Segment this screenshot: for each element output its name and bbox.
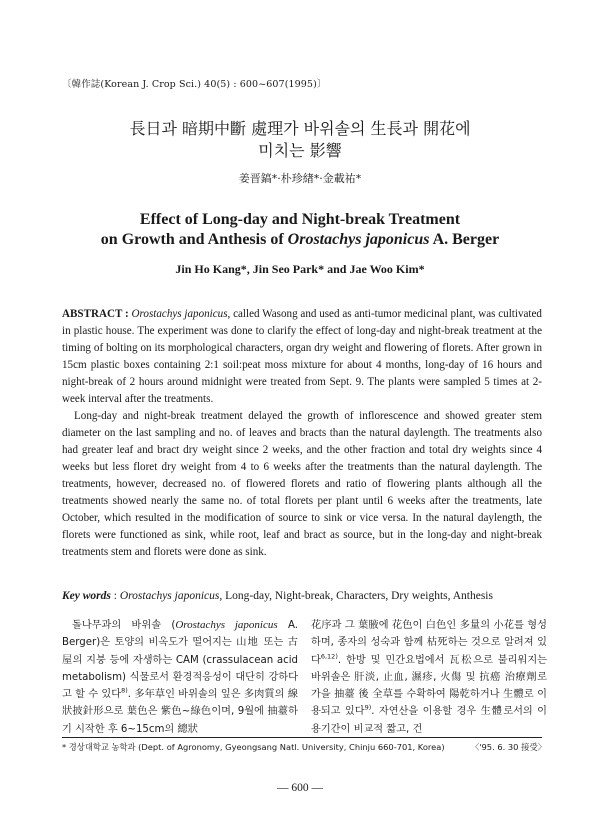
- english-title-prefix: on Growth and Anthesis of: [100, 231, 288, 248]
- english-title-line2: [0, 230, 600, 250]
- body-left-c: . 多年草인 바위솔의 잎은 多肉質의 線狀披針形으로 葉色은 紫色~綠色이며, 9월에 抽薹하기 시작한 후 6~15cm의 總狀: [62, 689, 298, 735]
- abstract-paragraph-1: [62, 306, 542, 408]
- english-title-species: Orostachys japonicus: [287, 231, 430, 248]
- footnote-received-date: 〈'95. 6. 30 接受〉: [470, 742, 546, 752]
- body-right-ref: 6,12): [320, 652, 338, 661]
- footnote-affiliation: * 경상대학교 농학과 (Dept. of Agronomy, Gyeongsang Natl. University, Chinju 660-701, Korea): [62, 742, 445, 752]
- body-left-column: [62, 617, 298, 738]
- journal-reference: 〔韓作誌(Korean J. Crop Sci.) 40(5) : 600~607(1995)〕: [62, 79, 327, 90]
- body-right-b: . 한방 및 민간요법에서 瓦松으로 불리워지는 바위솔은 肝淡, 止血, 濕疹, 火傷 및 抗癌 治療劑로 가을 抽薹 後 全草를 수확하여 陽乾하거나 生體로 이용되고 있다: [311, 654, 547, 718]
- body-left-a: 돌나무과의 바위솔 (: [72, 620, 176, 631]
- page-number: — 600 —: [277, 782, 323, 794]
- keywords-list: Long-day, Night-break, Characters, Dry weights, Anthesis: [222, 590, 493, 602]
- body-left-ref: 8): [121, 686, 128, 695]
- body-right-column: [311, 617, 547, 738]
- body-right-c: . 자연산을 이용할 경우 生體로서의 이용기간이 비교적 짧고, 건: [311, 706, 547, 735]
- english-title: [0, 210, 600, 250]
- abstract-label: ABSTRACT :: [62, 308, 132, 320]
- korean-title-line1: 長日과 暗期中斷 處理가 바위솔의 生長과 開花에: [129, 119, 471, 138]
- body-right-a: 花序과 그 葉腋에 花色이 白色인 多量의 小花를 형성하며, 종자의 성숙과 함께 枯死하는 것으로 알려져 있다: [311, 620, 547, 666]
- korean-title-line2: 미치는 影響: [258, 141, 342, 160]
- keywords: [62, 590, 542, 602]
- keywords-species: Orostachys japonicus,: [119, 590, 223, 602]
- footnote: [62, 741, 546, 753]
- english-title-suffix: A. Berger: [429, 231, 500, 248]
- body-right-ref2: 9): [364, 704, 372, 713]
- abstract-paragraph-2: Long-day and night-break treatment delayed the growth of inflorescence and showed greater stem diameter on the last sampling and no. of leaves and bracts than the natural daylength. The treatments also had greater leaf and bract dry weight since 2 weeks, and the other fraction and total dry weights since 4 weeks but less floret dry weight from 4 to 6 weeks after the treatments than the natural daylength. The treatments, however, decreased no. of flowered florets and ratio of flowering plants although all the treatments showed nearly the same no. of total florets per plant until 6 weeks after the treatments, late October, which resulted in the modification of source to sink or vice versa. In the natural daylength, the florets were functioned as sink, while root, leaf and bract as source, but in the long-day and night-break treatments stem and florets were done as sink.: [62, 410, 542, 558]
- abstract-p1-text: , called Wasong and used as anti-tumor medicinal plant, was cultivated in plastic house. The experiment was done to clarify the effect of long-day and night-break treatment at the timing of bolting on its morphological characters, organ dry weight and flowering of florets. After grown in 15cm plastic boxes containing 2:1 soil:peat moss mixture for about 4 months, long-day of 16 hours and night-break of 2 hours around midnight were treated from Sept. 9. The plants were sampled 5 times at 2-week interval after the treatments.: [62, 308, 542, 405]
- korean-title: [0, 118, 600, 162]
- body-left-species: Orostachys japonicus: [175, 619, 278, 631]
- footnote-rule: [62, 737, 542, 738]
- keywords-separator: :: [110, 590, 120, 602]
- abstract: [62, 306, 542, 561]
- korean-authors: 姜晋鎬*·朴珍緖*·金載祐*: [238, 172, 362, 185]
- body-left-b: A. Berger)은 토양의 비옥도가 떨어지는 山地 또는 古屋의 지붕 등에 자생하는 CAM (crassulacean acid metabolism) 식물로서 환경적응성이 대단히 강하다고 할 수 있다: [62, 620, 298, 701]
- english-authors: Jin Ho Kang*, Jin Seo Park* and Jae Woo Kim*: [175, 262, 425, 276]
- english-title-line1: Effect of Long-day and Night-break Treatment: [139, 211, 461, 228]
- keywords-label: Key words: [62, 590, 111, 602]
- abstract-species: Orostachys japonicus: [131, 308, 228, 320]
